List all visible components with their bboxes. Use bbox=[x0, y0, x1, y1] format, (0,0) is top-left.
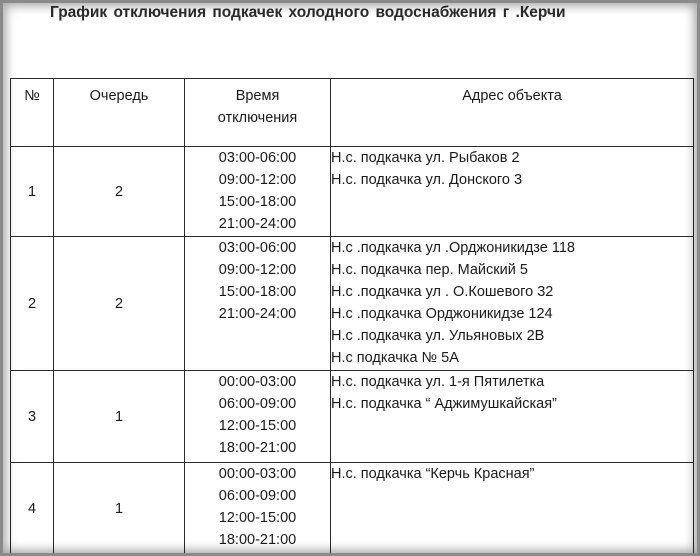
time-slot: 09:00-12:00 bbox=[218, 262, 297, 278]
time-slot: 06:00-09:00 bbox=[218, 488, 297, 504]
time-slot: 15:00-18:00 bbox=[218, 284, 297, 300]
row-addresses bbox=[331, 463, 694, 555]
address-line: Н.с. подкачка пер. Майский 5 bbox=[331, 262, 528, 278]
address-line: Н.с. подкачка “Керчь Красная” bbox=[331, 466, 535, 482]
row-queue: 1 bbox=[54, 463, 185, 555]
address-line: Н.с .подкачка ул . О.Кошевого 32 bbox=[331, 284, 554, 300]
header-num: № bbox=[11, 79, 54, 147]
time-slot: 00:00-03:00 bbox=[218, 374, 297, 390]
row-times bbox=[185, 463, 331, 555]
table-row bbox=[11, 147, 694, 237]
time-slot: 15:00-18:00 bbox=[218, 194, 297, 210]
time-slot: 21:00-24:00 bbox=[218, 306, 297, 322]
row-num: 1 bbox=[11, 147, 54, 237]
row-num: 4 bbox=[11, 463, 54, 555]
time-slot: 21:00-24:00 bbox=[218, 216, 297, 232]
time-slot: 03:00-06:00 bbox=[218, 150, 297, 166]
table-row bbox=[11, 463, 694, 555]
time-slot: 18:00-21:00 bbox=[218, 440, 297, 456]
header-time-line1: Время bbox=[235, 88, 280, 104]
row-addresses bbox=[331, 237, 694, 371]
schedule-table bbox=[10, 78, 694, 555]
table-row bbox=[11, 371, 694, 463]
row-addresses bbox=[331, 371, 694, 463]
row-addresses bbox=[331, 147, 694, 237]
row-times bbox=[185, 371, 331, 463]
header-time bbox=[185, 79, 331, 147]
address-line: Н.с .подкачка ул .Орджоникидзе 118 bbox=[331, 240, 575, 256]
row-times bbox=[185, 147, 331, 237]
time-slot: 12:00-15:00 bbox=[218, 510, 297, 526]
address-line: Н.с. подкачка ул. 1-я Пятилетка bbox=[331, 374, 545, 390]
row-queue: 1 bbox=[54, 371, 185, 463]
header-row bbox=[11, 79, 694, 147]
row-queue: 2 bbox=[54, 237, 185, 371]
row-times bbox=[185, 237, 331, 371]
table-row bbox=[11, 237, 694, 371]
address-line: Н.с .подкачка ул. Ульяновых 2В bbox=[331, 328, 545, 344]
address-line: Н.с. подкачка ул. Донского 3 bbox=[331, 172, 523, 188]
time-slot: 09:00-12:00 bbox=[218, 172, 297, 188]
address-line: Н.с подкачка № 5А bbox=[331, 350, 459, 366]
header-time-line2: отключения bbox=[217, 110, 298, 126]
row-num: 2 bbox=[11, 237, 54, 371]
page-title: График отключения подкачек холодного водоснабжения г .Керчи bbox=[50, 4, 566, 21]
address-line: Н.с .подкачка Орджоникидзе 124 bbox=[331, 306, 553, 322]
time-slot: 00:00-03:00 bbox=[218, 466, 297, 482]
header-address: Адрес объекта bbox=[331, 79, 694, 147]
time-slot: 03:00-06:00 bbox=[218, 240, 297, 256]
header-queue: Очередь bbox=[54, 79, 185, 147]
row-num: 3 bbox=[11, 371, 54, 463]
row-queue: 2 bbox=[54, 147, 185, 237]
address-line: Н.с. подкачка “ Аджимушкайская” bbox=[331, 396, 557, 412]
time-slot: 18:00-21:00 bbox=[218, 532, 297, 548]
time-slot: 12:00-15:00 bbox=[218, 418, 297, 434]
time-slot: 06:00-09:00 bbox=[218, 396, 297, 412]
address-line: Н.с. подкачка ул. Рыбаков 2 bbox=[331, 150, 520, 166]
